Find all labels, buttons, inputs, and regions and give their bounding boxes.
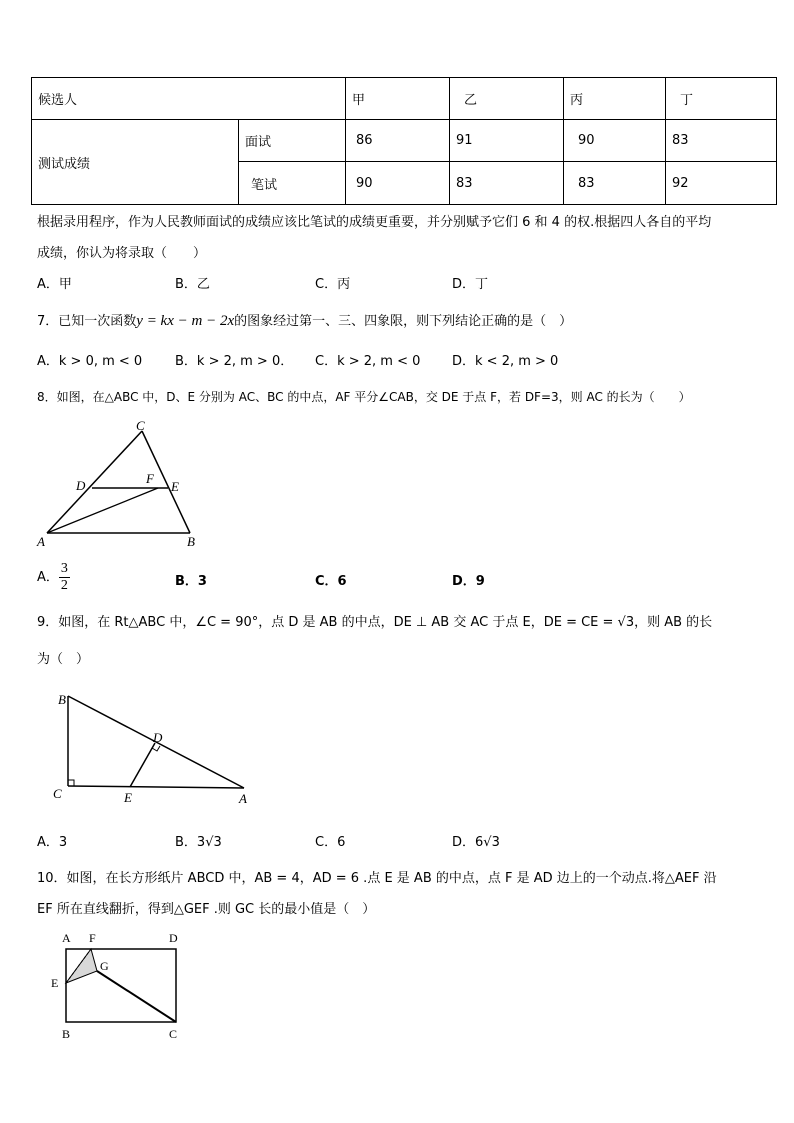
q8-option-d: D．9: [452, 574, 485, 589]
q10-label-d: D: [169, 931, 178, 945]
header-yi: 乙: [450, 78, 564, 120]
q8-segment-af: [47, 488, 158, 533]
q10-stem-line2: EF 所在直线翻折，得到△GEF .则 GC 长的最小值是（ ）: [37, 902, 376, 917]
q9-option-a: A．3: [37, 835, 68, 850]
q8-fraction-numerator: 3: [60, 561, 68, 576]
row-label-interview: 面试: [239, 120, 346, 162]
q8-label-a: A: [37, 534, 45, 549]
q8-label-c: C: [136, 418, 145, 433]
q7-prefix: 7．已知一次函数: [37, 314, 137, 329]
q9-option-d: D．6√3: [452, 835, 500, 850]
q8-label-f: F: [146, 471, 154, 486]
q7-option-a: A．k > 0, m < 0: [37, 354, 143, 369]
q6-stem-line1: 根据录用程序，作为人民教师面试的成绩应该比笔试的成绩更重要，并分别赋予它们 6 和 4 的权.根据四人各自的平均: [37, 215, 712, 230]
q7-suffix: 的图象经过第一、三、四象限，则下列结论正确的是（ ）: [234, 314, 573, 329]
q9-stem-line2: 为（ ）: [37, 652, 90, 667]
q8-stem: 8．如图，在△ABC 中，D、E 分别为 AC、BC 的中点，AF 平分∠CAB，交 DE 于点 F，若 DF=3，则 AC 的长为（ ）: [37, 390, 691, 404]
q6-stem-line2: 成绩，你认为将录取（ ）: [37, 246, 207, 261]
q8-option-a: [37, 561, 70, 594]
q10-rectangle-figure: [48, 926, 198, 1046]
cell-interview-bing: 90: [564, 120, 666, 162]
q9-side-ac: [68, 786, 244, 788]
q10-label-e: E: [51, 976, 59, 990]
header-candidate: 候选人: [32, 78, 346, 120]
q7-option-b: B．k > 2, m > 0．: [175, 354, 294, 369]
q9-stem-line1: 9．如图，在 Rt△ABC 中，∠C = 90°，点 D 是 AB 的中点，DE ⊥ AB 交 AC 于点 E，DE = CE = √3，则 AB 的长: [37, 615, 713, 630]
q10-label-f: F: [89, 931, 96, 945]
header-bing: 丙: [564, 78, 666, 120]
cell-interview-ding: 83: [666, 120, 777, 162]
q9-triangle-figure: [48, 685, 263, 810]
header-ding: 丁: [666, 78, 777, 120]
q6-option-d: D．丁: [452, 277, 489, 292]
q6-option-c: C．丙: [315, 277, 351, 292]
q8-fraction-denominator: 2: [60, 578, 68, 593]
row-label-written: 笔试: [239, 162, 346, 205]
q9-label-d: D: [153, 730, 163, 745]
q10-label-c: C: [169, 1027, 178, 1041]
cell-written-yi: 83: [450, 162, 564, 205]
q10-label-b: B: [62, 1027, 71, 1041]
q6-option-b: B．乙: [175, 277, 210, 292]
cell-written-jia: 90: [346, 162, 450, 205]
q8-label-e: E: [171, 479, 179, 494]
q10-label-a: A: [62, 931, 71, 945]
q9-label-b: B: [58, 692, 66, 707]
q8-option-a-fraction: [59, 561, 70, 594]
q8-label-b: B: [187, 534, 195, 549]
q7-stem: [37, 310, 572, 330]
q9-label-a: A: [239, 791, 247, 806]
q7-option-c: C．k > 2, m < 0: [315, 354, 421, 369]
q8-option-a-label: A．: [37, 570, 59, 585]
cell-interview-yi: 91: [450, 120, 564, 162]
q8-option-c: C．6: [315, 574, 347, 589]
q9-segment-de: [130, 743, 155, 787]
q8-triangle-figure: [30, 415, 210, 555]
q10-segment-gc: [97, 971, 176, 1022]
score-table: [31, 77, 777, 205]
q9-option-c: C．6: [315, 835, 346, 850]
q8-label-d: D: [76, 478, 86, 493]
q10-label-g: G: [100, 959, 109, 973]
q7-option-d: D．k < 2, m > 0: [452, 354, 559, 369]
q9-right-angle-c: [68, 780, 74, 786]
q6-option-a: A．甲: [37, 277, 72, 292]
group-label: 测试成绩: [32, 120, 239, 205]
q8-option-b: B．3: [175, 574, 207, 589]
q10-triangle-gef: [66, 949, 97, 983]
q10-stem-line1: 10．如图，在长方形纸片 ABCD 中，AB = 4，AD = 6 .点 E 是 AB 的中点，点 F 是 AD 边上的一个动点.将△AEF 沿: [37, 871, 717, 886]
q9-option-b: B．3√3: [175, 835, 222, 850]
header-jia: 甲: [346, 78, 450, 120]
q8-side-ac: [47, 431, 142, 533]
cell-written-bing: 83: [564, 162, 666, 205]
q9-label-c: C: [53, 786, 62, 801]
q7-formula: y = kx − m − 2x: [136, 313, 235, 329]
cell-interview-jia: 86: [346, 120, 450, 162]
q9-label-e: E: [124, 790, 132, 805]
cell-written-ding: 92: [666, 162, 777, 205]
